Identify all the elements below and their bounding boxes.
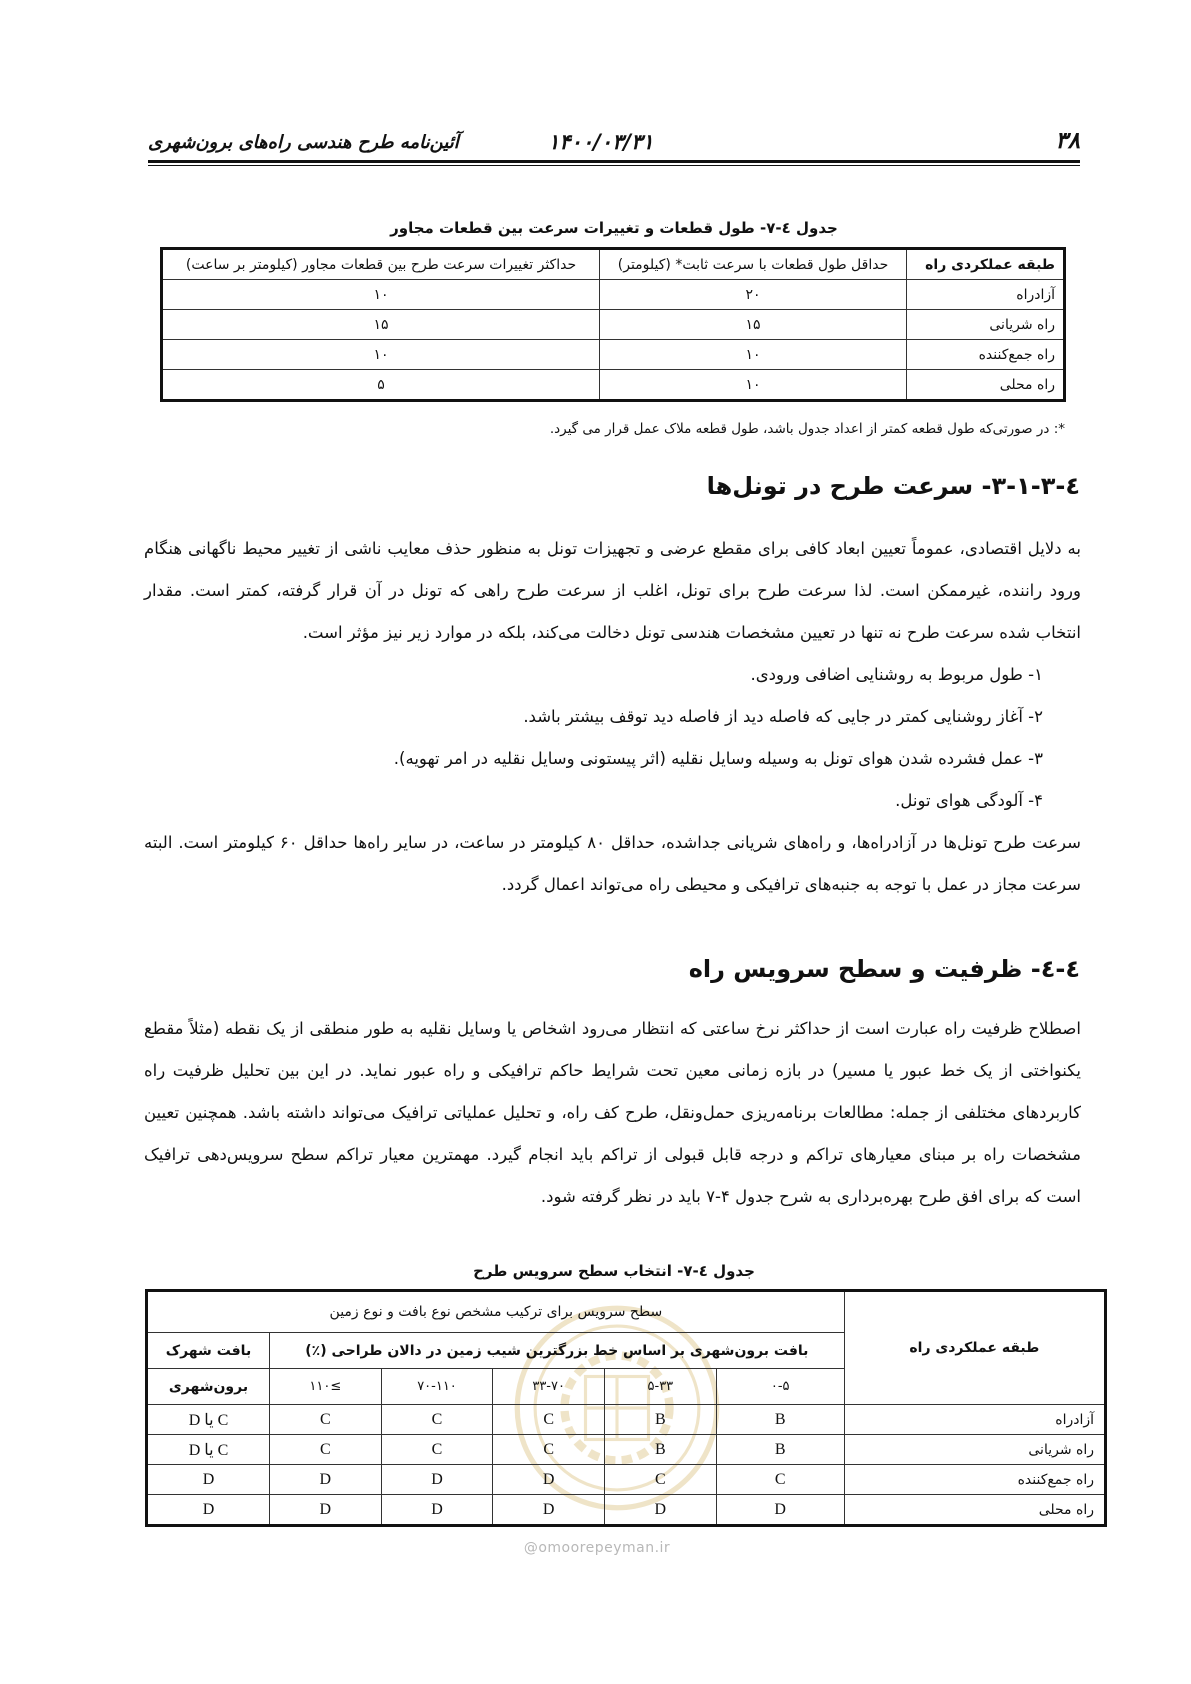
cell-service-level: D [269, 1465, 381, 1495]
col-header-group-title: سطح سرویس برای ترکیب مشخص نوع بافت و نوع زمین [147, 1291, 845, 1333]
header-rule-thin [148, 165, 1080, 166]
cell-road-class: راه محلی [907, 370, 1065, 401]
cell-max-speed-change: ۱۰ [162, 340, 600, 370]
paragraph-text: سرعت طرح تونل‌ها در آزادراه‌ها، و راه‌های شریانی جداشده، حداقل ۸۰ کیلومتر در ساعت، در سایر راه‌ها حداقل ۶۰ کیلومتر است. البته سرعت مجاز در عمل با توجه به جنبه‌های ترافیکی و محیطی راه می‌تواند اعمال گردد. [144, 833, 1081, 894]
cell-service-level: C یا D [147, 1435, 270, 1465]
cell-service-level: D [493, 1495, 605, 1526]
cell-service-level: C [493, 1405, 605, 1435]
cell-service-level: C [716, 1465, 844, 1495]
col-header-road-class: طبقه عملکردی راه [844, 1291, 1105, 1405]
cell-service-level: C [605, 1465, 717, 1495]
table-segment-speed [160, 247, 1066, 402]
tunnel-factors-list [283, 654, 1043, 822]
cell-service-level: D [147, 1495, 270, 1526]
table-row [147, 1435, 1106, 1465]
header-rule-thick [148, 160, 1080, 163]
list-item: ۴- آلودگی هوای تونل. [895, 791, 1043, 810]
cell-service-level: D [493, 1465, 605, 1495]
paragraph-tunnel-speed [144, 528, 1081, 654]
header-date: ۱۴۰۰/۰۳/۳۱ [548, 130, 654, 154]
col-header-slope-range: ۷۰-۱۱۰ [381, 1369, 493, 1405]
cell-service-level: D [381, 1495, 493, 1526]
cell-road-class: آزادراه [844, 1405, 1105, 1435]
section-heading-tunnel-speed: ٤-٣-١-٣- سرعت طرح در تونل‌ها [706, 472, 1080, 500]
cell-road-class: راه جمع‌کننده [907, 340, 1065, 370]
cell-service-level: C [381, 1435, 493, 1465]
col-header-slope-range: ۳۳-۷۰ [493, 1369, 605, 1405]
paragraph-capacity [144, 1008, 1081, 1218]
paragraph-text: به دلایل اقتصادی، عموماً تعیین ابعاد کافی برای مقطع عرضی و تجهیزات تونل به منظور حذف معایب ناشی از تغییر محیط ناگهانی هنگام ورود راننده، غیرممکن است. لذا سرعت طرح برای تونل، اغلب از سرعت طرح راهی که تونل در آن قرار گرفته، کمتر است. مقدار انتخاب شده سرعت طرح نه تنها در تعیین مشخصات هندسی تونل دخالت می‌کند، بلکه در موارد زیر نیز مؤثر است. [144, 539, 1081, 642]
cell-min-length: ۲۰ [600, 280, 907, 310]
table-row [162, 370, 1065, 401]
cell-service-level: D [716, 1495, 844, 1526]
table-row [147, 1465, 1106, 1495]
watermark-text: @omoorepeyman.ir [523, 1540, 671, 1556]
table-level-of-service [145, 1289, 1107, 1527]
cell-service-level: C [493, 1435, 605, 1465]
cell-min-length: ۱۰ [600, 340, 907, 370]
cell-road-class: راه جمع‌کننده [844, 1465, 1105, 1495]
cell-max-speed-change: ۱۵ [162, 310, 600, 340]
cell-service-level: B [716, 1435, 844, 1465]
page-header [148, 128, 1080, 162]
cell-max-speed-change: ۵ [162, 370, 600, 401]
cell-road-class: راه شریانی [844, 1435, 1105, 1465]
cell-service-level: C یا D [147, 1405, 270, 1435]
table1-footnote: *: در صورتی‌که طول قطعه کمتر از اعداد جدول باشد، طول قطعه ملاک عمل قرار می گیرد. [549, 421, 1065, 437]
cell-service-level: D [381, 1465, 493, 1495]
cell-min-length: ۱۰ [600, 370, 907, 401]
paragraph-tunnel-min-speed [144, 822, 1081, 906]
table-row [147, 1405, 1106, 1435]
list-item: ۲- آغاز روشنایی کمتر در جایی که فاصله دید از فاصله دید توقف بیشتر باشد. [523, 707, 1043, 726]
col-header-min-length: حداقل طول قطعات با سرعت ثابت* (کیلومتر) [600, 249, 907, 280]
col-header-max-speed-change: حداکثر تغییرات سرعت طرح بین قطعات مجاور (کیلومتر بر ساعت) [162, 249, 600, 280]
col-header-slope-range: ۵-۳۳ [605, 1369, 717, 1405]
cell-service-level: C [381, 1405, 493, 1435]
header-title: آئین‌نامه طرح هندسی راه‌های برون‌شهری [148, 132, 459, 153]
table-row [147, 1495, 1106, 1526]
cell-service-level: B [716, 1405, 844, 1435]
table-header-row [162, 249, 1065, 280]
col-header-suburban-line1: بافت شهرک [147, 1333, 270, 1369]
cell-service-level: D [605, 1495, 717, 1526]
col-header-suburban-line2: برون‌شهری [147, 1369, 270, 1405]
section-heading-capacity: ٤-٤- ظرفیت و سطح سرویس راه [688, 955, 1080, 983]
cell-service-level: D [269, 1495, 381, 1526]
table-header-row [147, 1291, 1106, 1333]
table1-caption: جدول ٤-٧- طول قطعات و تغییرات سرعت بین قطعات مجاور [390, 219, 838, 237]
col-header-slope-range: ≥۱۱۰ [269, 1369, 381, 1405]
cell-road-class: راه محلی [844, 1495, 1105, 1526]
cell-service-level: D [147, 1465, 270, 1495]
col-header-road-class: طبقه عملکردی راه [907, 249, 1065, 280]
cell-service-level: B [605, 1435, 717, 1465]
list-item: ۱- طول مربوط به روشنایی اضافی ورودی. [750, 665, 1043, 684]
cell-min-length: ۱۵ [600, 310, 907, 340]
paragraph-text: اصطلاح ظرفیت راه عبارت است از حداکثر نرخ ساعتی که انتظار می‌رود اشخاص یا وسایل نقلیه به طور منطقی از یک نقطه (مثلاً مقطع یکنواختی از یک خط عبور یا مسیر) در بازه زمانی معین تحت شرایط حاکم ترافیکی و راه عبور نماید. در این بین تحلیل ظرفیت راه کاربردهای مختلفی از جمله: مطالعات برنامه‌ریزی حمل‌ونقل، طرح کف راه، و تحلیل عملیاتی ترافیک می‌تواند داشته باشد. همچنین تعیین مشخصات راه بر مبنای معیارهای تراکم و درجه قابل قبولی از تراکم باید انجام گیرد. مهمترین معیار تراکم سطح سرویس‌دهی ترافیک است که برای افق طرح بهره‌برداری به شرح جدول ۴-۷ باید در نظر گرفته شود. [144, 1019, 1081, 1206]
cell-road-class: راه شریانی [907, 310, 1065, 340]
table-row [162, 340, 1065, 370]
table-row [162, 310, 1065, 340]
cell-road-class: آزادراه [907, 280, 1065, 310]
table2-caption: جدول ٤-٧- انتخاب سطح سرویس طرح [473, 1262, 755, 1280]
page-number: ۳۸ [1055, 128, 1080, 154]
list-item: ۳- عمل فشرده شدن هوای تونل به وسیله وسایل نقلیه (اثر پیستونی وسایل نقلیه در امر تهویه). [393, 749, 1043, 768]
col-header-slope-range: ۰-۵ [716, 1369, 844, 1405]
cell-service-level: C [269, 1435, 381, 1465]
col-header-rural: بافت برون‌شهری بر اساس خط بزرگترین شیب زمین در دالان طراحی (٪) [269, 1333, 844, 1369]
cell-service-level: C [269, 1405, 381, 1435]
table-row [162, 280, 1065, 310]
cell-max-speed-change: ۱۰ [162, 280, 600, 310]
cell-service-level: B [605, 1405, 717, 1435]
